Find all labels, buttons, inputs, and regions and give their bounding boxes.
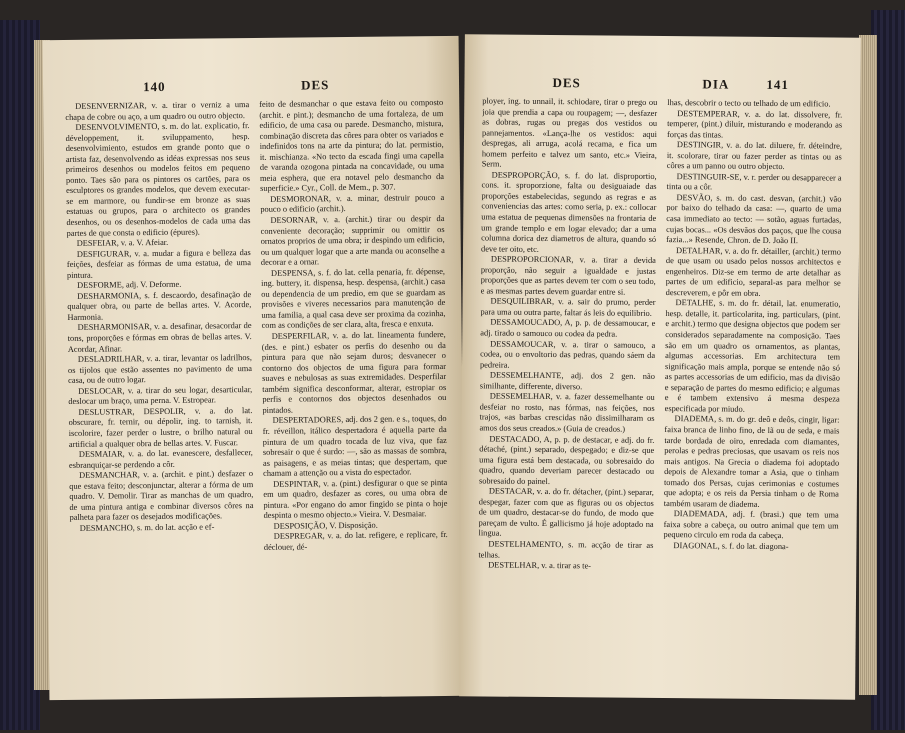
dictionary-entry: DESLUSTRAR, DESPOLIR, v. a. do lat. obscurare, fr. ternir, ou dépolir, ing. to tarnish, it. iscolorire, fazer perder o lustre, o brilho natural ou artificial a qualquer obra de bellas artes. V. Fuscar. (68, 405, 253, 449)
dictionary-entry: DIADEMADA, adj. f. (brasi.) que tem uma faixa sobre a cabeça, ou outro animal que tem um pequeno circulo em roda da cabeça. (663, 509, 839, 541)
running-head-left: DES (552, 75, 581, 91)
dictionary-entry: feito de desmanchar o que estava feito ou composto (archit. e pint.); desmancho de uma fortaleza, de um edificio, de uma casa ou parede. Desmancho, mistura, combinação discreta das côres para obter os variados e indefinidos tons na arte da pintura; do lat. permistio, it. mischianza. «No tecto da escada fingi uma capella de varanda ozogona pintada na concavidade, ou uma meia esphera, que era notavel pelo desmancho da superficie.» Cyr., Coll. de Mem., p. 307. (259, 98, 445, 194)
dictionary-entry: lhas, descobrir o tecto ou telhado de um edificio. (667, 98, 831, 109)
dictionary-entry: DESSEMELHAR, v. a. fazer dessemelhante ou desfeiar no rosto, nas fórmas, nas feições, nos trajos, «as barbas crescidas não dissimilharam os amos dos seus creados.» (Guia de creados.) (479, 391, 655, 434)
left-page (43, 36, 466, 700)
dictionary-entry: DETALHAR, v. a. do fr. détailler, (archit.) termo de que usam ou usado pelos nossos architectos e engenheiros. Diz-se em termo de arte detalhar as partes de um edificio, separal-as para melhor se descreverem, e pôr em obra. (665, 245, 842, 298)
dictionary-entry: DESENVERNIZAR, v. a. tirar o verniz a uma chapa de cobre ou aço, a um quadro ou outro objecto. (65, 100, 250, 122)
right-column-2 (662, 98, 842, 680)
dictionary-entry: DESSAMOUCADO, A, p. p. de dessamoucar, e adj. tirado o samouco ou codea da pedra. (480, 318, 656, 339)
page-number: 140 (142, 78, 166, 95)
dictionary-entry: DESFORME, adj. V. Deforme. (77, 280, 182, 291)
dictionary-entry: DESLADRILHAR, v. a. tirar, levantar os ladrilhos, os tijolos que estão assentes no pavimento de uma casa, ou de outro logar. (67, 353, 253, 386)
dictionary-entry: DESTACADO, A, p. p. de destacar, e adj. do fr. détaché, (pint.) separado, despegado; e diz-se que uma figura está bem destacada, ou sobresaido do quadro, quando deveriam parecer destacado ou sobresaido do painel. (478, 434, 655, 486)
left-column-2 (259, 98, 449, 678)
dictionary-entry: DESSEMELHANTE, adj. dos 2 gen. não similhante, differente, diverso. (479, 370, 655, 392)
dictionary-entry: DIAGONAL, s. f. do lat. diagona- (673, 541, 789, 552)
dictionary-entry: DESTACAR, v. a. do fr. détacher, (pint.) separar, despegar, fazer com que as figuras ou os objectos de um quadro, destacar-se do fundo, de modo que pareçam de vulto. É gallicismo já hoje adoptado na lingua. (478, 486, 654, 539)
dictionary-entry: DESQUILIBRAR, v. a. sair do prumo, perder para uma ou outra parte, faltar ás leis do equilibrio. (480, 296, 656, 318)
dictionary-entry: DESLOCAR, v. a. tirar do seu logar, desarticular, deslocar um braço, uma perna. V. Estropear. (68, 384, 253, 407)
dictionary-entry: DESMAIAR, v. a. do lat. evanescere, desfallecer, esbranquiçar-se perdendo a côr. (68, 448, 253, 470)
left-page-columns (65, 98, 449, 680)
dictionary-entry: DESMANCHAR, v. a. (archit. e pint.) desfazer o que estava feito; desconjunctar, alterar a fórma de um quadro. V. Demolir. Tirar as manchas de um quadro, de uma pintura antiga e combinar diversos côres na palheta para fazer os desejados modificações. (69, 469, 254, 523)
page-number: 141 (766, 76, 790, 93)
dictionary-entry: DESPROPORÇÃO, s. f. do lat. disproportio, cons. it. sproporzione, falta ou desiguaiade das proporções estabelecidas, segundo as regras e as conveniencias das artes: como seria, p. ex.: collocar uma estatua de pequenas dimensões na frontaria de um grande templo e em logar elevado; dar a uma columna dorica dez diametros de altura, quando só deve ter oito, etc. (480, 170, 657, 254)
dictionary-entry: DESMANCHO, s. m. do lat. acção e ef- (79, 522, 215, 533)
dictionary-entry: DESPROPORCIONAR, v. a. tirar a devida proporção, não seguir a igualdade e justas proporções que as partes devem ter com o seu todo, e as mesmas partes devem guardar entre si. (480, 254, 656, 297)
dictionary-entry: DESTINGUIR-SE, v. r. perder ou desapparecer a tinta ou a côr. (666, 171, 842, 192)
right-page (459, 34, 861, 699)
dictionary-entry: DESMORONAR, v. a. minar, destruir pouco a pouco o edificio (archit.). (260, 192, 445, 215)
dictionary-entry: DESTELHAMENTO, s. m. acção de tirar as telhas. (478, 539, 654, 560)
dictionary-entry: DESPINTAR, v. a. (pint.) desfigurar o que se pinta em um quadro, desfazer as cores, ou uma obra de pintura. «Por engano do amor fingido se pinta o hoje despinta o mesmo objecto.» Vieira. V. Desmaiar. (263, 477, 448, 521)
dictionary-entry: ployer, ing. to unnail, it. schiodare, tirar o prego ou joia que prendia a capa ou roupagem; —, desfazer as dobras, rugas ou pregas dos vestidos ou pannejamentos. «Lança-lhe os vestidos: aqui despregas, ali arruga, acolá recama, e fica um homem perfeito e talvez um santo, etc.» Vieira, Serm. (481, 96, 658, 169)
dictionary-entry: DESFEIAR, v. a. V. Afeiar. (76, 238, 169, 248)
page-edges-right (859, 35, 877, 695)
running-head: DES (300, 77, 330, 93)
dictionary-entry: DETALHE, s. m. do fr. détail, lat. enumeratio, hesp. detalle, it. particolarita, ing. particulars, (pint. e archit.) termo que designa objectos que podem ser considerados separadamente na composição. Taes são em um quadro os ornamentos, as plantas, algumas accessorias. Em architectura tem significação mais ampla, porque se entende não só as partes accessorias de um edificio, mas da divisão e separação de partes do mesmo edificio; e algumas e é tambem extensivo á mesma despeza especificada por miudo. (664, 298, 841, 414)
dictionary-entry: DESENVOLVIMENTO, s. m. do lat. explicatio, fr. développement, it. sviluppamento, hesp. desenvolvimiento, estudos em grande ponto que o artista faz, desenvolvendo as idéas expressas nos seus primeiros desenhos ou modelos feitos em pequeno ponto. Taes são para os pintores os cartões, para os esculptores os grandes modelos, que devem executar-se em marmore, ou fundir-se em bronze as suas estatuas ou grupos, para o architecto os grandes desenhos, ou os desenhos-modelos de cada uma das partes de que consta o edificio (épures). (65, 121, 251, 238)
right-page-columns (477, 96, 842, 679)
dictionary-entry: DESPOSIÇÃO, V. Disposição. (273, 520, 378, 531)
dictionary-entry: DESPENSA, s. f. do lat. cella penaria, fr. dépense, ing. buttery, it. dispensa, hesp. despensa, (archit.) casa ou dependencia de um predio, em que se guardam as provisões e viveres necessarios para manutenção de uma familia, a qual casa deve ser proxima da cozinha, com as condições de ser clara, alta, fresca e enxuta. (261, 266, 446, 331)
dictionary-entry: DESTEMPERAR, v. a. do lat. dissolvere, fr. temperer, (pint.) diluir, misturando e moderando as forças das tintas. (666, 108, 843, 140)
dictionary-entry: DESPERTADORES, adj. dos 2 gen. e s., toques, do fr. réveillon, itálico despertadora é aquella parte da pintura de um quadro tocada de luz viva, que faz sobresair o que é surdo: —, são as massas de sombra, as paisagens, e as meias tintas; que despertam, que chamam a attenção ou a vista do espectador. (262, 414, 448, 479)
dictionary-entry: DESHARMONISAR, v. a. desafinar, desacordar de tons, proporções e fórmas em obras de bellas artes. V. Acordar, Afinar. (67, 321, 252, 354)
dictionary-entry: DIADEMA, s. m. do gr. deô e deôs, cingir, ligar: faixa branca de linho fino, de lã ou de seda, e mais tarde bordada de oiro, enredada com diamantes, perolas e pedras preciosas, que usavam os reis nos mais antigos. Na Grecia o diadema foi adoptado depois de Alexandre tomar a Asia, que o tinham tomado dos Persas, cujas cerimonias e costumes que adopta; e os reis da Persia tinham o de Roma também usaram de diadema. (663, 414, 840, 509)
dictionary-entry: DESPERFILAR, v. a. do lat. lineamenta fundere, (des. e pint.) esbater os perfis do desenho ou da pintura para que não sejam duros; desvanecer o contorno dos objectos de uma figura para formar suaves e nebulosas as suas extremidades. Desperfilar também significa desconformar, alterar, estropiar os perfis e contornos dos objectos desenhados ou pintados. (261, 330, 447, 415)
right-column-1 (477, 96, 657, 678)
dictionary-entry: DESORNAR, v. a. (archit.) tirar ou despir da conveniente decoração; supprimir ou omittir os ornatos proprios de uma obra; ir despindo um edificio, ou um qualquer logar que a arte manda ou aconselhe a decorar e a ornar. (260, 214, 445, 268)
dictionary-entry: DESFIGURAR, v. a. mudar a figura e belleza das feições, desfeiar as fórmas de uma estatua, de uma pintura. (66, 247, 251, 280)
dictionary-entry: DESTINGIR, v. a. do lat. diluere, fr. déteindre, it. scolorare, tirar ou fazer perder as tintas ou as côres a um panno ou outro objecto. (666, 140, 842, 172)
left-column-1 (65, 100, 255, 680)
dictionary-entry: DESPREGAR, v. a. do lat. refigere, e replicare, fr. déclouer, dé- (263, 530, 448, 552)
running-head-right: DIA (702, 76, 730, 92)
dictionary-entry: DESHARMONIA, s. f. descaordo, desafinação de qualquer obra, ou parte de bellas artes. V. Acorde, Harmonia. (67, 289, 252, 322)
dictionary-entry: DESTELHAR, v. a. tirar as te- (488, 560, 592, 571)
dictionary-entry: DESVÃO, s. m. do cast. desvan, (archit.) vão por baixo do telhado da casa: —, quarto de uma casa immediato ao tecto: — sotão, aguas furtadas, cujas bocas... «Os desvãos dos paços, que lhe cousa fazia...» Resende, Chron. de D. João II. (666, 193, 842, 246)
dictionary-entry: DESSAMOUCAR, v. a. tirar o samouco, a codea, ou o envoltorio das pedras, quando sáem da pedreira. (479, 339, 656, 370)
